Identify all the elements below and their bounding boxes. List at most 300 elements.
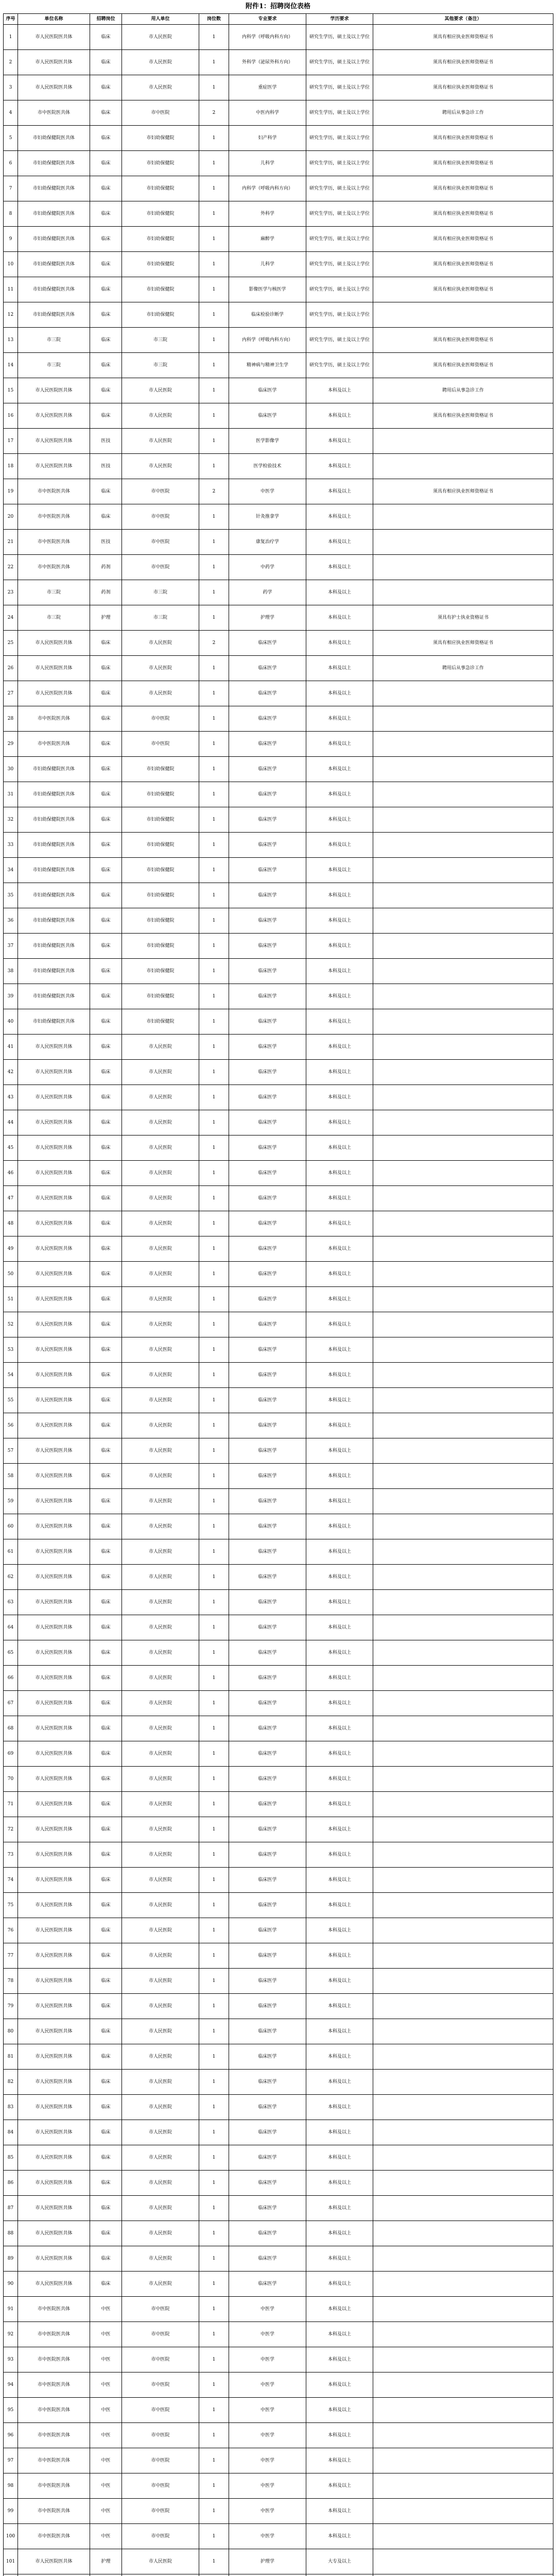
cell-unit: 市妇幼保健院医共体 (18, 782, 90, 807)
cell-index: 93 (4, 2347, 18, 2372)
cell-count: 1 (199, 1918, 229, 1943)
cell-count: 1 (199, 151, 229, 176)
cell-employer: 市人民医院 (122, 2221, 199, 2246)
cell-post: 临床 (90, 227, 122, 252)
cell-post: 临床 (90, 833, 122, 858)
cell-unit: 市中医院医共体 (18, 2372, 90, 2398)
cell-post: 医技 (90, 530, 122, 555)
table-row (4, 934, 553, 959)
cell-post: 临床 (90, 2095, 122, 2120)
cell-major: 临床医学 (229, 2120, 306, 2145)
cell-unit: 市人民医院医共体 (18, 50, 90, 75)
cell-count: 1 (199, 1868, 229, 1893)
cell-post: 临床 (90, 2246, 122, 2272)
cell-count: 1 (199, 2019, 229, 2044)
cell-unit: 市人民医院医共体 (18, 1236, 90, 1262)
cell-major: 临床医学 (229, 1110, 306, 1136)
cell-count: 1 (199, 1236, 229, 1262)
cell-education: 本科及以上 (306, 2347, 373, 2372)
cell-employer: 市妇幼保健院 (122, 252, 199, 277)
cell-count: 1 (199, 403, 229, 429)
cell-count: 1 (199, 227, 229, 252)
cell-employer: 市妇幼保健院 (122, 908, 199, 934)
cell-requirements (373, 2171, 553, 2196)
cell-employer: 市人民医院 (122, 1514, 199, 1539)
cell-count: 1 (199, 959, 229, 984)
cell-count: 1 (199, 908, 229, 934)
cell-requirements (373, 1918, 553, 1943)
cell-index: 82 (4, 2070, 18, 2095)
cell-count: 1 (199, 883, 229, 908)
cell-post (90, 2574, 122, 2576)
cell-count: 1 (199, 1969, 229, 1994)
table-row (4, 2297, 553, 2322)
cell-count: 1 (199, 934, 229, 959)
cell-employer: 市人民医院 (122, 1918, 199, 1943)
cell-employer: 市人民医院 (122, 25, 199, 50)
table-row (4, 2574, 553, 2576)
cell-count: 1 (199, 504, 229, 530)
cell-count: 1 (199, 605, 229, 631)
cell-index: 51 (4, 1287, 18, 1312)
cell-requirements (373, 1060, 553, 1085)
cell-major: 临床医学 (229, 1969, 306, 1994)
cell-post: 临床 (90, 706, 122, 732)
cell-index: 45 (4, 1136, 18, 1161)
cell-post: 临床 (90, 151, 122, 176)
cell-index: 78 (4, 1969, 18, 1994)
cell-index: 14 (4, 353, 18, 378)
cell-index: 60 (4, 1514, 18, 1539)
cell-requirements (373, 1337, 553, 1363)
cell-unit: 市人民医院医共体 (18, 1716, 90, 1741)
cell-unit: 市人民医院医共体 (18, 1994, 90, 2019)
cell-unit: 市中医院医共体 (18, 2448, 90, 2473)
cell-requirements (373, 984, 553, 1009)
cell-unit: 市妇幼保健院医共体 (18, 227, 90, 252)
table-row (4, 984, 553, 1009)
cell-major: 临床医学 (229, 2145, 306, 2171)
cell-major: 临床医学 (229, 1060, 306, 1085)
cell-major: 临床医学 (229, 1615, 306, 1640)
cell-post: 临床 (90, 934, 122, 959)
cell-post: 中医 (90, 2297, 122, 2322)
cell-education: 本科及以上 (306, 1489, 373, 1514)
cell-employer: 市人民医院 (122, 75, 199, 100)
table-row (4, 833, 553, 858)
cell-requirements (373, 959, 553, 984)
cell-employer: 市人民医院 (122, 403, 199, 429)
cell-post: 临床 (90, 1943, 122, 1969)
cell-education: 本科及以上 (306, 1287, 373, 1312)
cell-post: 临床 (90, 2145, 122, 2171)
cell-employer: 市中医院 (122, 2297, 199, 2322)
cell-education: 本科及以上 (306, 403, 373, 429)
cell-major: 中医学 (229, 2398, 306, 2423)
cell-count: 1 (199, 984, 229, 1009)
table-row (4, 2372, 553, 2398)
cell-education: 本科及以上 (306, 1236, 373, 1262)
cell-employer: 市人民医院 (122, 1741, 199, 1767)
table-row (4, 1969, 553, 1994)
cell-index: 4 (4, 100, 18, 126)
cell-unit: 市中医院医共体 (18, 555, 90, 580)
cell-index: 59 (4, 1489, 18, 1514)
cell-education: 本科及以上 (306, 2524, 373, 2549)
cell-education: 本科及以上 (306, 883, 373, 908)
cell-major: 临床医学 (229, 1161, 306, 1186)
cell-major: 临床医学 (229, 2246, 306, 2272)
cell-post: 护理 (90, 2549, 122, 2574)
cell-major: 中医学 (229, 2524, 306, 2549)
cell-requirements (373, 1085, 553, 1110)
table-row (4, 2473, 553, 2499)
cell-index: 2 (4, 50, 18, 75)
cell-index: 99 (4, 2499, 18, 2524)
cell-requirements (373, 2398, 553, 2423)
cell-education: 研究生学历，硕士及以上学位 (306, 100, 373, 126)
cell-major: 医学检验技术 (229, 454, 306, 479)
cell-requirements: 须具有护士执业资格证书 (373, 605, 553, 631)
cell-requirements (373, 1893, 553, 1918)
cell-employer: 市人民医院 (122, 1969, 199, 1994)
cell-employer: 市人民医院 (122, 1186, 199, 1211)
cell-unit: 市人民医院医共体 (18, 2549, 90, 2574)
cell-requirements: 须具有相应执业医师资格证书 (373, 201, 553, 227)
cell-major: 护理学 (229, 605, 306, 631)
cell-count: 1 (199, 1337, 229, 1363)
table-row (4, 50, 553, 75)
cell-education: 研究生学历，硕士及以上学位 (306, 302, 373, 328)
column-header: 其他要求（备注） (373, 14, 553, 25)
cell-major: 临床医学 (229, 782, 306, 807)
cell-post: 临床 (90, 858, 122, 883)
cell-count: 1 (199, 429, 229, 454)
cell-employer: 市中医院 (122, 479, 199, 504)
table-row (4, 126, 553, 151)
cell-requirements (373, 1262, 553, 1287)
cell-index: 29 (4, 732, 18, 757)
cell-unit: 市人民医院医共体 (18, 1817, 90, 1842)
cell-index: 58 (4, 1464, 18, 1489)
table-row (4, 403, 553, 429)
cell-requirements (373, 1363, 553, 1388)
cell-unit: 市人民医院医共体 (18, 2095, 90, 2120)
cell-major: 中医学 (229, 2347, 306, 2372)
cell-employer: 市妇幼保健院 (122, 1009, 199, 1035)
cell-requirements (373, 2145, 553, 2171)
cell-post: 临床 (90, 757, 122, 782)
cell-employer: 市妇幼保健院 (122, 126, 199, 151)
cell-unit: 市中医院医共体 (18, 2398, 90, 2423)
cell-unit: 市妇幼保健院医共体 (18, 151, 90, 176)
cell-requirements (373, 2221, 553, 2246)
cell-requirements: 须具有相应执业医师资格证书 (373, 25, 553, 50)
cell-education: 本科及以上 (306, 2499, 373, 2524)
cell-index: 23 (4, 580, 18, 605)
cell-major: 外科学（泌尿外科方向） (229, 50, 306, 75)
cell-count: 1 (199, 1464, 229, 1489)
cell-count: 1 (199, 656, 229, 681)
cell-post: 临床 (90, 2221, 122, 2246)
table-row (4, 176, 553, 201)
cell-unit: 市人民医院医共体 (18, 2070, 90, 2095)
cell-requirements (373, 580, 553, 605)
cell-requirements (373, 2120, 553, 2145)
cell-post: 临床 (90, 732, 122, 757)
cell-post: 临床 (90, 1337, 122, 1363)
cell-unit: 市中医院医共体 (18, 2322, 90, 2347)
cell-education: 本科及以上 (306, 555, 373, 580)
cell-education: 本科及以上 (306, 2297, 373, 2322)
cell-post: 临床 (90, 277, 122, 302)
cell-count: 2 (199, 631, 229, 656)
cell-unit: 市人民医院医共体 (18, 2171, 90, 2196)
cell-major: 临床医学 (229, 1767, 306, 1792)
cell-post: 临床 (90, 1868, 122, 1893)
cell-education: 本科及以上 (306, 1413, 373, 1438)
cell-employer: 市人民医院 (122, 1893, 199, 1918)
cell-post: 临床 (90, 1363, 122, 1388)
cell-major: 临床医学 (229, 1842, 306, 1868)
table-row (4, 2423, 553, 2448)
table-row (4, 2398, 553, 2423)
cell-unit: 市三院 (18, 580, 90, 605)
cell-major: 临床医学 (229, 1868, 306, 1893)
cell-requirements (373, 1842, 553, 1868)
cell-count: 1 (199, 1691, 229, 1716)
cell-employer: 市人民医院 (122, 1666, 199, 1691)
cell-post: 临床 (90, 1110, 122, 1136)
cell-post: 临床 (90, 984, 122, 1009)
cell-count: 1 (199, 2372, 229, 2398)
cell-major: 临床医学 (229, 2196, 306, 2221)
table-row (4, 1640, 553, 1666)
cell-index: 70 (4, 1767, 18, 1792)
cell-requirements (373, 1817, 553, 1842)
cell-employer: 市人民医院 (122, 1388, 199, 1413)
cell-unit: 市人民医院医共体 (18, 2044, 90, 2070)
cell-count: 1 (199, 1590, 229, 1615)
cell-post: 临床 (90, 782, 122, 807)
cell-major: 内科学（呼吸内科方向） (229, 176, 306, 201)
cell-education (306, 2574, 373, 2576)
cell-employer: 市妇幼保健院 (122, 176, 199, 201)
table-row (4, 1716, 553, 1741)
table-row (4, 1161, 553, 1186)
cell-count: 1 (199, 328, 229, 353)
cell-unit: 市人民医院医共体 (18, 1161, 90, 1186)
cell-requirements: 聘用后从事急诊工作 (373, 656, 553, 681)
cell-unit: 市人民医院医共体 (18, 681, 90, 706)
cell-requirements (373, 1640, 553, 1666)
cell-index: 48 (4, 1211, 18, 1236)
cell-unit: 市人民医院医共体 (18, 454, 90, 479)
cell-major: 药学 (229, 580, 306, 605)
table-row (4, 1312, 553, 1337)
cell-employer: 市妇幼保健院 (122, 782, 199, 807)
cell-index: 92 (4, 2322, 18, 2347)
cell-unit: 市中医院医共体 (18, 2347, 90, 2372)
cell-major: 临床医学 (229, 1640, 306, 1666)
cell-count: 1 (199, 681, 229, 706)
cell-education: 本科及以上 (306, 807, 373, 833)
cell-major: 康复治疗学 (229, 530, 306, 555)
table-row (4, 2221, 553, 2246)
cell-employer: 市人民医院 (122, 1615, 199, 1640)
cell-index: 15 (4, 378, 18, 403)
cell-index: 22 (4, 555, 18, 580)
cell-employer: 市人民医院 (122, 1539, 199, 1565)
cell-post: 医技 (90, 429, 122, 454)
cell-unit: 市人民医院医共体 (18, 1489, 90, 1514)
column-header: 序号 (4, 14, 18, 25)
cell-major: 临床医学 (229, 1741, 306, 1767)
cell-education: 本科及以上 (306, 1842, 373, 1868)
cell-major: 中医学 (229, 2423, 306, 2448)
cell-employer: 市三院 (122, 328, 199, 353)
cell-unit: 市人民医院医共体 (18, 1464, 90, 1489)
cell-major: 临床医学 (229, 984, 306, 1009)
cell-education: 本科及以上 (306, 858, 373, 883)
cell-unit: 市中医院医共体 (18, 2473, 90, 2499)
cell-major: 临床医学 (229, 681, 306, 706)
table-row (4, 757, 553, 782)
table-row (4, 883, 553, 908)
cell-education: 本科及以上 (306, 2044, 373, 2070)
cell-major: 临床医学 (229, 1565, 306, 1590)
cell-unit: 市人民医院医共体 (18, 2246, 90, 2272)
cell-unit: 市人民医院医共体 (18, 2145, 90, 2171)
cell-employer: 市人民医院 (122, 631, 199, 656)
table-row (4, 25, 553, 50)
cell-count: 1 (199, 353, 229, 378)
cell-major: 中医学 (229, 2499, 306, 2524)
cell-index: 31 (4, 782, 18, 807)
cell-requirements: 须具有相应执业医师资格证书 (373, 328, 553, 353)
cell-employer: 市中医院 (122, 2372, 199, 2398)
cell-unit: 市人民医院医共体 (18, 1868, 90, 1893)
table-row (4, 1438, 553, 1464)
cell-major: 中医学 (229, 479, 306, 504)
cell-major: 临床医学 (229, 1590, 306, 1615)
cell-post: 临床 (90, 252, 122, 277)
cell-count: 1 (199, 201, 229, 227)
cell-requirements (373, 1035, 553, 1060)
cell-index: 13 (4, 328, 18, 353)
cell-employer: 市人民医院 (122, 1767, 199, 1792)
cell-post: 中医 (90, 2524, 122, 2549)
cell-count: 1 (199, 1413, 229, 1438)
cell-education: 研究生学历，硕士及以上学位 (306, 277, 373, 302)
cell-index: 7 (4, 176, 18, 201)
cell-post: 临床 (90, 201, 122, 227)
cell-index: 72 (4, 1817, 18, 1842)
cell-major: 医学影像学 (229, 429, 306, 454)
cell-post: 临床 (90, 1489, 122, 1514)
cell-education: 本科及以上 (306, 1337, 373, 1363)
cell-major: 临床医学 (229, 1136, 306, 1161)
cell-unit: 市人民医院医共体 (18, 1893, 90, 1918)
cell-post: 临床 (90, 1969, 122, 1994)
cell-education: 本科及以上 (306, 530, 373, 555)
cell-education: 本科及以上 (306, 631, 373, 656)
cell-employer: 市人民医院 (122, 681, 199, 706)
cell-requirements (373, 908, 553, 934)
cell-education: 本科及以上 (306, 2322, 373, 2347)
cell-post: 临床 (90, 1085, 122, 1110)
cell-major: 临床医学 (229, 908, 306, 934)
cell-post: 临床 (90, 353, 122, 378)
cell-index: 100 (4, 2524, 18, 2549)
column-header: 学历要求 (306, 14, 373, 25)
cell-requirements (373, 2322, 553, 2347)
cell-education: 本科及以上 (306, 908, 373, 934)
cell-major: 中医学 (229, 2297, 306, 2322)
table-row (4, 631, 553, 656)
cell-requirements (373, 2095, 553, 2120)
cell-employer: 市人民医院 (122, 1236, 199, 1262)
cell-employer: 市妇幼保健院 (122, 302, 199, 328)
cell-index: 25 (4, 631, 18, 656)
cell-index: 17 (4, 429, 18, 454)
cell-requirements (373, 1438, 553, 1464)
cell-employer: 市人民医院 (122, 1489, 199, 1514)
cell-requirements (373, 1312, 553, 1337)
cell-major: 临床医学 (229, 1085, 306, 1110)
cell-count: 1 (199, 75, 229, 100)
cell-employer: 市人民医院 (122, 2171, 199, 2196)
cell-major: 重症医学 (229, 75, 306, 100)
cell-requirements (373, 2372, 553, 2398)
cell-requirements (373, 1388, 553, 1413)
table-row (4, 504, 553, 530)
cell-requirements (373, 1186, 553, 1211)
cell-count: 1 (199, 2145, 229, 2171)
cell-employer: 市人民医院 (122, 454, 199, 479)
cell-employer: 市人民医院 (122, 2019, 199, 2044)
column-header: 单位名称 (18, 14, 90, 25)
cell-index: 91 (4, 2297, 18, 2322)
cell-unit: 市妇幼保健院医共体 (18, 807, 90, 833)
cell-major: 儿科学 (229, 252, 306, 277)
cell-unit: 市人民医院医共体 (18, 1539, 90, 1565)
table-row (4, 2095, 553, 2120)
cell-index: 6 (4, 151, 18, 176)
cell-major: 影像医学与核医学 (229, 277, 306, 302)
cell-count: 1 (199, 807, 229, 833)
cell-major: 临床检验诊断学 (229, 302, 306, 328)
cell-unit: 市人民医院医共体 (18, 1514, 90, 1539)
cell-employer: 市人民医院 (122, 2196, 199, 2221)
cell-post: 临床 (90, 1236, 122, 1262)
cell-education: 本科及以上 (306, 479, 373, 504)
cell-employer: 市人民医院 (122, 1817, 199, 1842)
cell-employer: 市中医院 (122, 706, 199, 732)
cell-count: 1 (199, 1842, 229, 1868)
cell-requirements: 聘用后从事急诊工作 (373, 378, 553, 403)
cell-unit: 市人民医院医共体 (18, 1186, 90, 1211)
cell-education: 本科及以上 (306, 1666, 373, 1691)
cell-unit: 市中医院医共体 (18, 504, 90, 530)
cell-count: 1 (199, 2196, 229, 2221)
cell-post: 临床 (90, 176, 122, 201)
cell-education: 本科及以上 (306, 580, 373, 605)
cell-unit: 市人民医院医共体 (18, 1136, 90, 1161)
cell-index: 36 (4, 908, 18, 934)
table-row (4, 2044, 553, 2070)
cell-major: 临床医学 (229, 1262, 306, 1287)
